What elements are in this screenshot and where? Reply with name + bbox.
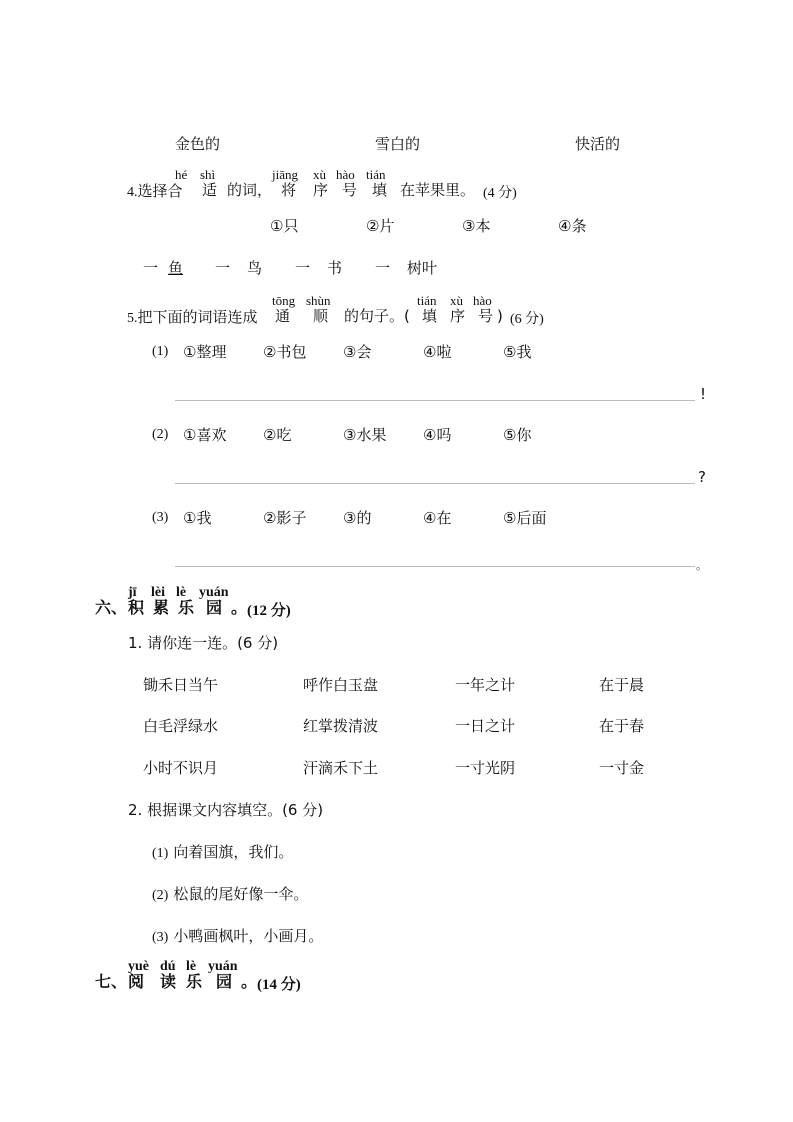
match-r1-c1[interactable]: 锄禾日当午 xyxy=(143,676,219,694)
pinyin-shun: shùn xyxy=(306,293,331,308)
q5-item-2-label: (2) xyxy=(152,427,169,442)
answer-line-1-punct: ! xyxy=(700,385,707,403)
match-r3-c4[interactable]: 一寸金 xyxy=(599,759,645,777)
pinyin-xu2: xù xyxy=(450,293,463,308)
pinyin-jiang: jiāng xyxy=(272,167,298,182)
q5-close: ) xyxy=(497,307,503,325)
s7-char-1: 阅 xyxy=(128,972,145,991)
match-r1-c2[interactable]: 呼作白玉盘 xyxy=(303,676,379,694)
answer-line-2-punct: ? xyxy=(698,468,706,486)
q5-item-1-word-5: ⑤我 xyxy=(503,343,532,361)
match-r3-c1[interactable]: 小时不识月 xyxy=(143,759,219,777)
blank-dash-4[interactable]: 一 xyxy=(375,259,391,277)
s7-period: 。 xyxy=(241,972,258,991)
q4-option-3: ③本 xyxy=(462,217,491,235)
s7-pinyin-le: lè xyxy=(186,959,197,974)
q5-item-1-word-1: ①整理 xyxy=(183,343,227,361)
q4-text-de-ci: 的词， xyxy=(227,181,273,199)
pinyin-hao2: hào xyxy=(473,293,492,308)
blank-word-leaf: 树叶 xyxy=(407,259,438,277)
s6-prefix: 六、 xyxy=(95,598,128,617)
q4-score: (4 分) xyxy=(483,186,517,201)
adjective-3: 快活的 xyxy=(575,135,621,153)
s6-pinyin-le: lè xyxy=(176,585,187,600)
q5-item-1-word-2: ②书包 xyxy=(263,343,307,361)
pinyin-shi: shì xyxy=(200,167,216,182)
match-r2-c2[interactable]: 红掌拨清波 xyxy=(303,717,379,735)
q5-score: (6 分) xyxy=(510,312,544,327)
q5-item-2-word-3: ③水果 xyxy=(343,426,387,444)
match-r3-c3[interactable]: 一寸光阴 xyxy=(455,759,516,777)
q5-char-tian: 填 xyxy=(422,307,438,325)
s7-pinyin-yue: yuè xyxy=(128,959,149,974)
s7-score: (14 分) xyxy=(257,977,301,993)
match-r1-c3[interactable]: 一年之计 xyxy=(455,676,516,694)
s7-char-3: 乐 xyxy=(186,972,203,991)
q4-option-2: ②片 xyxy=(366,217,395,235)
q4-option-4: ④条 xyxy=(558,217,587,235)
pinyin-he: hé xyxy=(175,167,188,182)
s6-char-1: 积 xyxy=(128,598,145,617)
q5-item-1-word-4: ④啦 xyxy=(423,343,452,361)
fill-item-3: (3) 小鸭画枫叶，小画月。 xyxy=(152,927,324,945)
s6-period: 。 xyxy=(231,598,248,617)
s6-char-4: 园 xyxy=(206,598,223,617)
s6-pinyin-yuan: yuán xyxy=(199,585,229,600)
q5-char-tong: 通 xyxy=(275,307,291,325)
blank-dash-1[interactable]: 一 xyxy=(143,259,159,277)
q4-char-jiang: 将 xyxy=(281,181,297,199)
q5-item-3-word-1: ①我 xyxy=(183,509,212,527)
q5-text-mid: 的句子。( xyxy=(344,307,410,325)
s7-prefix: 七、 xyxy=(95,972,128,991)
q4-char-tian: 填 xyxy=(372,181,388,199)
adjective-2: 雪白的 xyxy=(375,135,421,153)
s6-pinyin-lei: lèi xyxy=(151,585,165,600)
q5-prompt: 5.把下面的词语连成 xyxy=(127,308,258,326)
q5-item-3-word-3: ③的 xyxy=(343,509,372,527)
blank-word-book: 书 xyxy=(327,259,343,277)
q5-item-2-word-5: ⑤你 xyxy=(503,426,532,444)
q5-item-1-word-3: ③会 xyxy=(343,343,372,361)
q4-number: 4. xyxy=(127,185,138,200)
q5-item-3-label: (3) xyxy=(152,510,169,525)
q4-char-xu: 序 xyxy=(313,181,329,199)
adjective-1: 金色的 xyxy=(175,135,221,153)
pinyin-tian2: tián xyxy=(417,293,437,308)
s6-char-3: 乐 xyxy=(178,598,195,617)
q5-item-2-word-4: ④吗 xyxy=(423,426,452,444)
q5-item-1-label: (1) xyxy=(152,344,169,359)
s6-q1-title: 1. 请你连一连。(6 分) xyxy=(128,634,279,652)
q4-char-shi: 适 xyxy=(202,181,218,199)
s7-char-2: 读 xyxy=(160,972,177,991)
q4-char-hao: 号 xyxy=(342,181,358,199)
q5-char-xu: 序 xyxy=(450,307,466,325)
q5-number: 5. xyxy=(127,311,138,326)
q4-text-end: 在苹果里。 xyxy=(400,181,476,199)
match-r1-c4[interactable]: 在于晨 xyxy=(599,676,645,694)
s7-pinyin-du: dú xyxy=(160,959,176,974)
blank-word-bird: 鸟 xyxy=(247,259,263,277)
fill-item-1: (1) 向着国旗，我们。 xyxy=(152,843,294,861)
pinyin-tong: tōng xyxy=(272,293,296,308)
q4-prompt: 4.选择合 xyxy=(127,182,183,200)
q5-char-hao: 号 xyxy=(478,307,494,325)
answer-line-3[interactable] xyxy=(175,566,695,567)
match-r2-c1[interactable]: 白毛浮绿水 xyxy=(143,717,219,735)
blank-dash-2[interactable]: 一 xyxy=(215,259,231,277)
s7-char-4: 园 xyxy=(216,972,233,991)
pinyin-xu: xù xyxy=(313,167,326,182)
s7-pinyin-yuan: yuán xyxy=(208,959,238,974)
s6-char-2: 累 xyxy=(153,598,170,617)
s6-pinyin-ji: jī xyxy=(128,585,137,600)
q5-item-3-word-4: ④在 xyxy=(423,509,452,527)
blank-dash-3[interactable]: 一 xyxy=(295,259,311,277)
s6-q2-title: 2. 根据课文内容填空。(6 分) xyxy=(128,801,324,819)
match-r3-c2[interactable]: 汗滴禾下土 xyxy=(303,759,379,777)
q5-item-2-word-2: ②吃 xyxy=(263,426,292,444)
q4-option-1: ①只 xyxy=(270,217,299,235)
match-r2-c3[interactable]: 一日之计 xyxy=(455,717,516,735)
answer-line-3-punct: 。 xyxy=(696,559,707,572)
answer-line-2[interactable] xyxy=(175,483,695,484)
match-r2-c4[interactable]: 在于春 xyxy=(599,717,645,735)
q5-item-2-word-1: ①喜欢 xyxy=(183,426,227,444)
fill-item-2: (2) 松鼠的尾好像一伞。 xyxy=(152,885,309,903)
answer-line-1[interactable] xyxy=(175,400,695,401)
blank-word-fish: 鱼 xyxy=(168,259,184,277)
s6-score: (12 分) xyxy=(247,603,291,619)
pinyin-hao: hào xyxy=(336,167,355,182)
q5-item-3-word-2: ②影子 xyxy=(263,509,307,527)
q5-item-3-word-5: ⑤后面 xyxy=(503,509,547,527)
pinyin-tian: tián xyxy=(366,167,386,182)
q5-char-shun: 顺 xyxy=(313,307,329,325)
